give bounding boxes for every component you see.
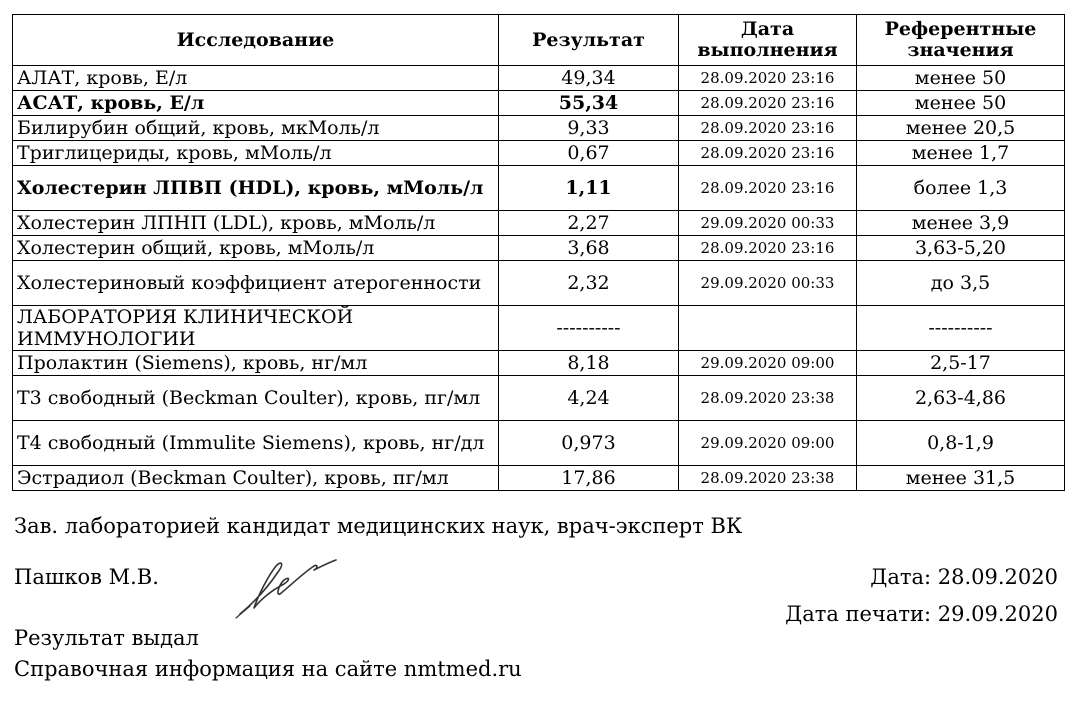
- date-cell: 28.09.2020 23:16: [679, 141, 857, 166]
- reference-cell: 0,8-1,9: [857, 421, 1065, 466]
- test-name-cell: Эстрадиол (Beckman Coulter), кровь, пг/мл: [13, 466, 499, 491]
- test-name-cell: ЛАБОРАТОРИЯ КЛИНИЧЕСКОЙ ИММУНОЛОГИИ: [13, 306, 499, 351]
- table-row: [13, 421, 1065, 466]
- reference-cell: менее 1,7: [857, 141, 1065, 166]
- table-row: [13, 166, 1065, 211]
- report-date: Дата: 28.09.2020: [870, 565, 1058, 589]
- header-date-line1: Дата: [740, 18, 795, 40]
- result-cell: 55,34: [499, 91, 679, 116]
- result-cell: 49,34: [499, 66, 679, 91]
- header-result: [499, 15, 679, 66]
- result-cell: 2,27: [499, 211, 679, 236]
- signature-image: [232, 556, 344, 620]
- result-cell: 3,68: [499, 236, 679, 261]
- reference-cell: 3,63-5,20: [857, 236, 1065, 261]
- date-cell: 29.09.2020 09:00: [679, 421, 857, 466]
- test-name-cell: Холестерин ЛПВП (HDL), кровь, мМоль/л: [13, 166, 499, 211]
- reference-cell: 2,63-4,86: [857, 376, 1065, 421]
- date-cell: 29.09.2020 00:33: [679, 261, 857, 306]
- result-cell: 0,67: [499, 141, 679, 166]
- date-cell: 28.09.2020 23:16: [679, 166, 857, 211]
- result-cell: 17,86: [499, 466, 679, 491]
- header-reference: [857, 15, 1065, 66]
- reference-cell: менее 50: [857, 66, 1065, 91]
- table-row: [13, 261, 1065, 306]
- table-row: [13, 141, 1065, 166]
- header-date-line2: выполнения: [697, 39, 838, 61]
- header-test: [13, 15, 499, 66]
- reference-info: Справочная информация на сайте nmtmed.ru: [14, 657, 522, 681]
- reference-cell: до 3,5: [857, 261, 1065, 306]
- reference-cell: более 1,3: [857, 166, 1065, 211]
- head-title: Зав. лабораторией кандидат медицинских наук, врач-эксперт ВК: [14, 514, 743, 538]
- test-name-cell: АСАТ, кровь, Е/л: [13, 91, 499, 116]
- result-cell: 0,973: [499, 421, 679, 466]
- reference-cell: менее 31,5: [857, 466, 1065, 491]
- header-result-label: Результат: [532, 28, 645, 51]
- test-name-cell: Т3 свободный (Beckman Coulter), кровь, пг/мл: [13, 376, 499, 421]
- issued-by: Результат выдал: [14, 626, 199, 650]
- date-cell: 28.09.2020 23:38: [679, 376, 857, 421]
- table-row: [13, 306, 1065, 351]
- table-row: [13, 236, 1065, 261]
- date-cell: 28.09.2020 23:16: [679, 91, 857, 116]
- header-test-label: Исследование: [176, 28, 335, 51]
- test-name-cell: Холестерин общий, кровь, мМоль/л: [13, 236, 499, 261]
- test-name-cell: Билирубин общий, кровь, мкМоль/л: [13, 116, 499, 141]
- result-cell: 8,18: [499, 351, 679, 376]
- table-row: [13, 376, 1065, 421]
- reference-cell: 2,5-17: [857, 351, 1065, 376]
- table-row: [13, 116, 1065, 141]
- test-name-cell: Триглицериды, кровь, мМоль/л: [13, 141, 499, 166]
- test-name-cell: Т4 свободный (Immulite Siemens), кровь, нг/дл: [13, 421, 499, 466]
- date-cell: [679, 306, 857, 351]
- date-cell: 28.09.2020 23:16: [679, 66, 857, 91]
- result-cell: ----------: [499, 306, 679, 351]
- date-cell: 29.09.2020 09:00: [679, 351, 857, 376]
- result-cell: 1,11: [499, 166, 679, 211]
- date-cell: 28.09.2020 23:16: [679, 116, 857, 141]
- table-row: [13, 351, 1065, 376]
- result-cell: 4,24: [499, 376, 679, 421]
- date-cell: 28.09.2020 23:16: [679, 236, 857, 261]
- date-cell: 29.09.2020 00:33: [679, 211, 857, 236]
- date-cell: 28.09.2020 23:38: [679, 466, 857, 491]
- result-cell: 9,33: [499, 116, 679, 141]
- table-row: [13, 211, 1065, 236]
- header-ref-line1: Референтные: [884, 18, 1037, 40]
- test-name-cell: Холестерин ЛПНП (LDL), кровь, мМоль/л: [13, 211, 499, 236]
- test-name-cell: Холестериновый коэффициент атерогенности: [13, 261, 499, 306]
- reference-cell: менее 3,9: [857, 211, 1065, 236]
- header-ref-line2: значения: [907, 39, 1014, 61]
- result-cell: 2,32: [499, 261, 679, 306]
- test-name-cell: Пролактин (Siemens), кровь, нг/мл: [13, 351, 499, 376]
- doctor-name: Пашков М.В.: [14, 565, 159, 589]
- header-date: [679, 15, 857, 66]
- reference-cell: менее 20,5: [857, 116, 1065, 141]
- print-date: Дата печати: 29.09.2020: [785, 602, 1058, 626]
- test-name-cell: АЛАТ, кровь, Е/л: [13, 66, 499, 91]
- table-row: [13, 466, 1065, 491]
- table-row: [13, 66, 1065, 91]
- table-row: [13, 91, 1065, 116]
- reference-cell: менее 50: [857, 91, 1065, 116]
- results-body: [13, 66, 1065, 491]
- table-header-row: [13, 15, 1065, 66]
- results-table: [12, 14, 1065, 491]
- reference-cell: ----------: [857, 306, 1065, 351]
